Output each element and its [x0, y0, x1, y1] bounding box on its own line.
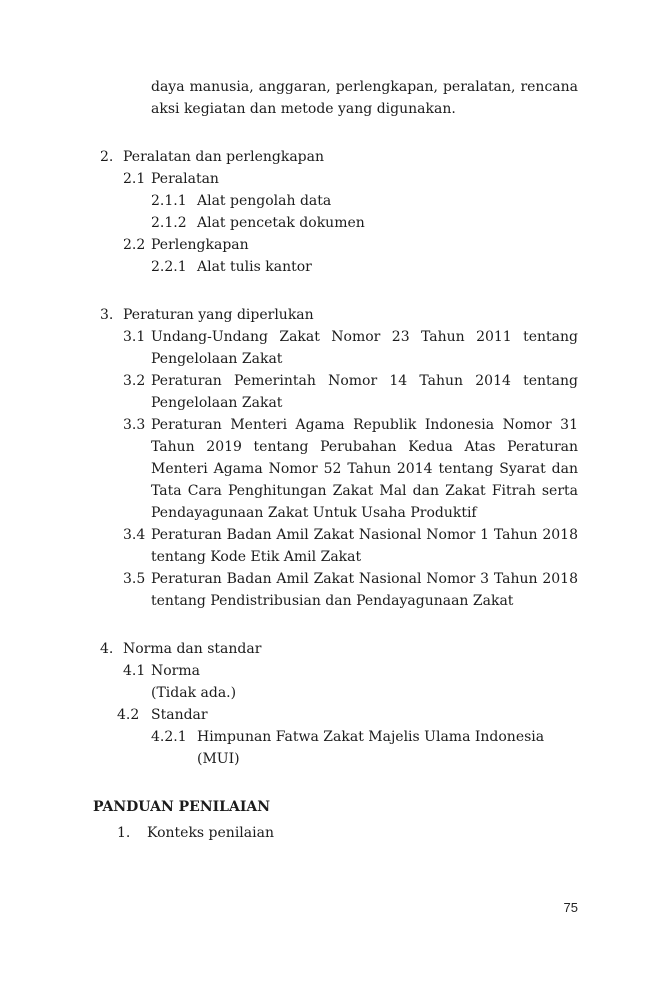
list-item: [123, 168, 578, 190]
item-number: 1.: [117, 825, 131, 841]
section-peralatan-dan-perlengkapan: [0, 146, 654, 278]
subitem-number: 2.2.1: [151, 259, 187, 275]
page-number: 75: [563, 900, 578, 915]
section-number: 4.: [100, 641, 114, 657]
item-text: Norma: [151, 663, 200, 679]
subitem-text: Alat pengolah data: [197, 193, 332, 209]
item-text: Peralatan: [151, 171, 219, 187]
item-note: (Tidak ada.): [151, 685, 237, 701]
item-text: Peraturan Menteri Agama Republik Indonesia Nomor 31 Tahun 2019 tentang Perubahan Kedua Atas Peraturan Menteri Agama Nomor 52 Tahun 2014 tentang Syarat dan Tata Cara Penghitungan Zakat Mal dan Zakat Fitrah serta Pendayagunaan Zakat Untuk Usaha Produktif: [151, 417, 578, 521]
subitem-text: Alat pencetak dokumen: [197, 215, 365, 231]
item-number: 3.2: [123, 373, 146, 389]
subitem-number: 2.1.1: [151, 193, 187, 209]
list-item: [123, 524, 578, 568]
section-title-row: [100, 304, 578, 326]
subitem-number: 2.1.2: [151, 215, 187, 231]
list-item: [123, 326, 578, 370]
item-text: Peraturan Badan Amil Zakat Nasional Nomor 1 Tahun 2018 tentang Kode Etik Amil Zakat: [151, 527, 578, 565]
list-item: [117, 704, 578, 726]
list-subitem: [151, 212, 578, 234]
subitem-text: Alat tulis kantor: [197, 259, 312, 275]
item-text: Peraturan Badan Amil Zakat Nasional Nomor 3 Tahun 2018 tentang Pendistribusian dan Pendayagunaan Zakat: [151, 571, 578, 609]
section-peraturan-yang-diperlukan: [0, 304, 654, 612]
item-text: Standar: [151, 707, 208, 723]
section-title: Norma dan standar: [123, 641, 262, 657]
list-item: [123, 234, 578, 256]
list-item: [123, 568, 578, 612]
section-title: Peraturan yang diperlukan: [123, 307, 314, 323]
item-number: 3.5: [123, 571, 146, 587]
item-number: 4.1: [123, 663, 146, 679]
item-text: Peraturan Pemerintah Nomor 14 Tahun 2014 tentang Pengelolaan Zakat: [151, 373, 578, 411]
item-text: Perlengkapan: [151, 237, 249, 253]
section-norma-dan-standar: [0, 638, 654, 770]
subitem-number: 4.2.1: [151, 729, 187, 745]
section-title-row: [100, 638, 578, 660]
section-number: 3.: [100, 307, 114, 323]
item-number: 3.1: [123, 329, 146, 345]
subitem-text: Himpunan Fatwa Zakat Majelis Ulama Indonesia (MUI): [197, 729, 545, 767]
section-title-row: [100, 146, 578, 168]
list-item: [123, 660, 578, 682]
item-number: 2.2: [123, 237, 146, 253]
list-subitem: [151, 256, 578, 278]
item-number: 3.4: [123, 527, 146, 543]
item-text: Undang-Undang Zakat Nomor 23 Tahun 2011 tentang Pengelolaan Zakat: [151, 329, 578, 367]
item-number: 4.2: [117, 707, 140, 723]
list-subitem: [151, 726, 578, 770]
section-number: 2.: [100, 149, 114, 165]
item-text: Konteks penilaian: [147, 825, 274, 841]
list-item: [123, 414, 578, 524]
intro-paragraph: daya manusia, anggaran, perlengkapan, peralatan, rencana aksi kegiatan dan metode yang digunakan.: [151, 79, 578, 117]
item-number: 2.1: [123, 171, 146, 187]
konteks-penilaian-item: [117, 822, 578, 844]
panduan-penilaian-heading: PANDUAN PENILAIAN: [93, 799, 271, 815]
item-number: 3.3: [123, 417, 146, 433]
section-title: Peralatan dan perlengkapan: [123, 149, 324, 165]
list-item: [123, 370, 578, 414]
list-subitem: [151, 190, 578, 212]
